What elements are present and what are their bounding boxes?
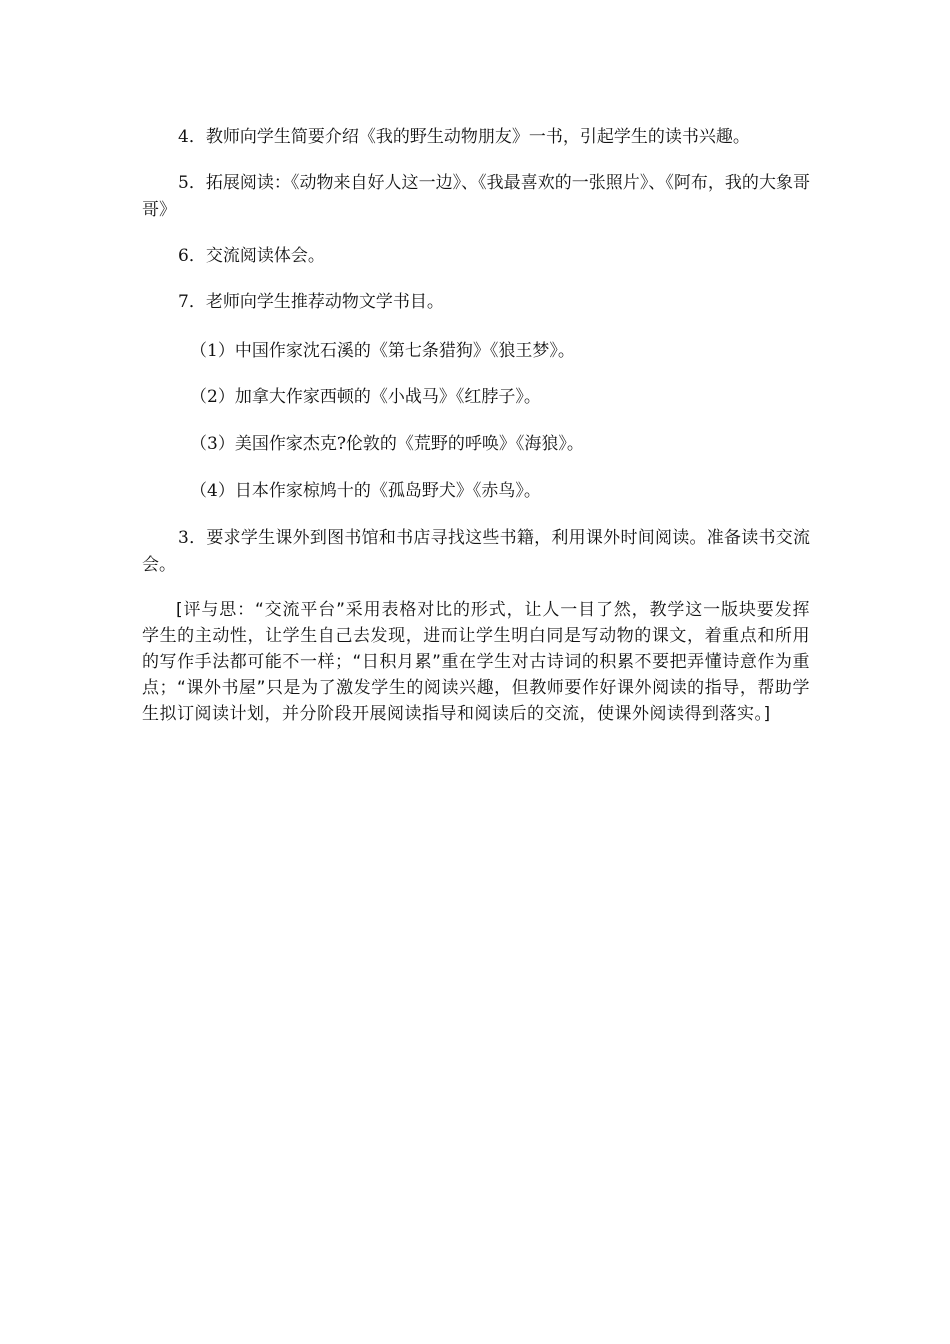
paragraph-item-6: 6．交流阅读体会。 bbox=[178, 246, 325, 266]
commentary-note: [评与思：“交流平台”采用表格对比的形式，让人一目了然，教学这一版块要发挥学生的主动性，让学生自己去发现，进而让学生明白同是写动物的课文，着重点和所用的写作手法都可能不一样；“日积月累”重在学生对古诗词的积累不要把弄懂诗意作为重点；“课外书屋”只是为了激发学生的阅读兴趣，但教师要作好课外阅读的指导，帮助学生拟订阅读计划，并分阶段开展阅读指导和阅读后的交流，使课外阅读得到落实。] bbox=[142, 600, 810, 724]
book-list-item-3: （3）美国作家杰克?伦敦的《荒野的呼唤》《海狼》。 bbox=[190, 434, 584, 454]
book-list-item-4: （4）日本作家椋鸠十的《孤岛野犬》《赤鸟》。 bbox=[190, 481, 541, 501]
paragraph-item-7: 7．老师向学生推荐动物文学书目。 bbox=[178, 292, 444, 312]
paragraph-item-5: 5．拓展阅读：《动物来自好人这一边》、《我最喜欢的一张照片》、《阿布，我的大象哥哥》 bbox=[142, 173, 810, 220]
book-list-item-2: （2）加拿大作家西顿的《小战马》《红脖子》。 bbox=[190, 387, 541, 407]
paragraph-item-4: 4．教师向学生简要介绍《我的野生动物朋友》一书，引起学生的读书兴趣。 bbox=[178, 127, 750, 147]
paragraph-item-3: 3．要求学生课外到图书馆和书店寻找这些书籍，利用课外时间阅读。准备读书交流会。 bbox=[142, 528, 810, 575]
book-list-item-1: （1）中国作家沈石溪的《第七条猎狗》《狼王梦》。 bbox=[190, 341, 575, 361]
